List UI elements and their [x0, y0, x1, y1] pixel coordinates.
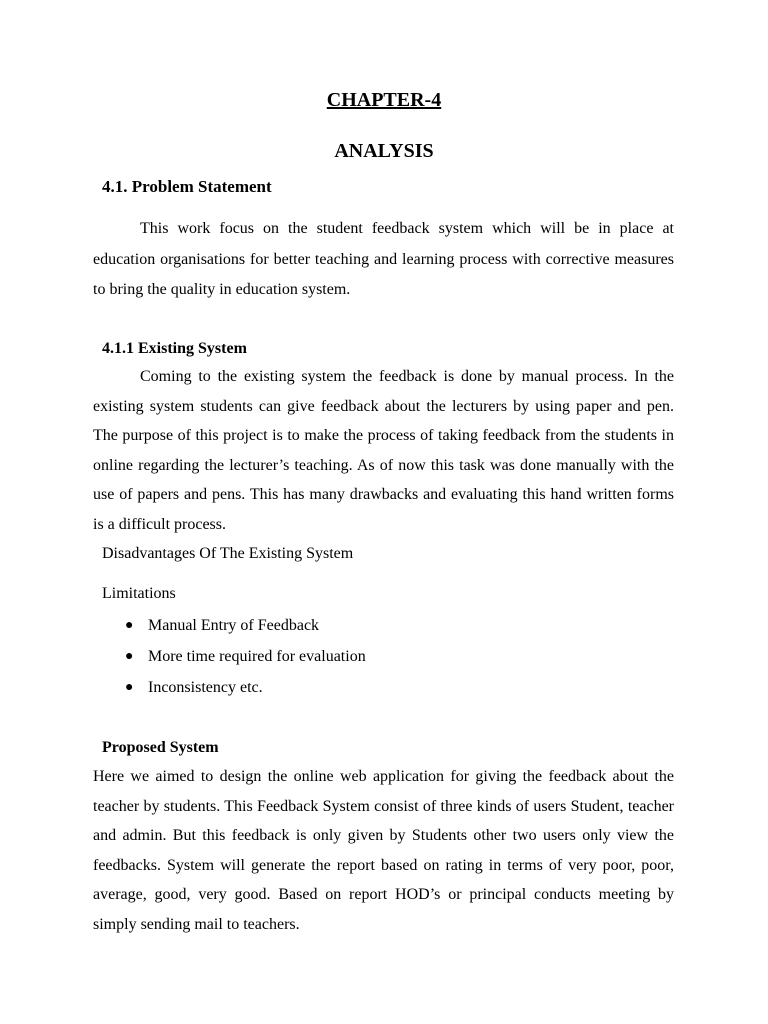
- list-item-text: Inconsistency etc.: [148, 679, 263, 696]
- proposed-system-heading: Proposed System: [102, 739, 219, 756]
- existing-system-heading: 4.1.1 Existing System: [102, 340, 247, 357]
- problem-statement-paragraph: [93, 214, 674, 306]
- existing-system-text: Coming to the existing system the feedback is done by manual process. In the existing system students can give feedback about the lecturers by using paper and pen. The purpose of this project is to make the process of taking feedback from the students in online regarding the lecturer’s teaching. As of now this task was done manually with the use of papers and pens. This has many drawbacks and evaluating this hand written forms is a difficult process.: [93, 368, 674, 533]
- chapter-title: CHAPTER-4: [326, 89, 442, 111]
- existing-system-paragraph: [93, 362, 674, 539]
- list-item: [102, 677, 366, 708]
- bullet-icon: ●: [125, 618, 134, 633]
- limitations-label: Limitations: [102, 585, 176, 602]
- problem-statement-heading: 4.1. Problem Statement: [102, 177, 272, 196]
- list-item: [102, 646, 366, 677]
- disadvantages-label: Disadvantages Of The Existing System: [102, 545, 354, 562]
- chapter-subtitle: ANALYSIS: [334, 140, 434, 162]
- bullet-icon: ●: [125, 649, 134, 664]
- limitations-list: [102, 615, 366, 708]
- proposed-system-text: Here we aimed to design the online web application for giving the feedback about the teacher by students. This Feedback System consist of three kinds of users Student, teacher and admin. But this feedback is only given by Students other two users only view the feedbacks. System will generate the report based on rating in terms of very poor, poor, average, good, very good. Based on report HOD’s or principal conducts meeting by simply sending mail to teachers.: [93, 768, 674, 933]
- problem-statement-text: This work focus on the student feedback system which will be in place at education organisations for better teaching and learning process with corrective measures to bring the quality in education system.: [93, 220, 674, 298]
- list-item-text: Manual Entry of Feedback: [148, 617, 320, 634]
- bullet-icon: ●: [125, 680, 134, 695]
- list-item-text: More time required for evaluation: [148, 648, 366, 665]
- list-item: [102, 615, 366, 646]
- proposed-system-paragraph: [93, 762, 674, 939]
